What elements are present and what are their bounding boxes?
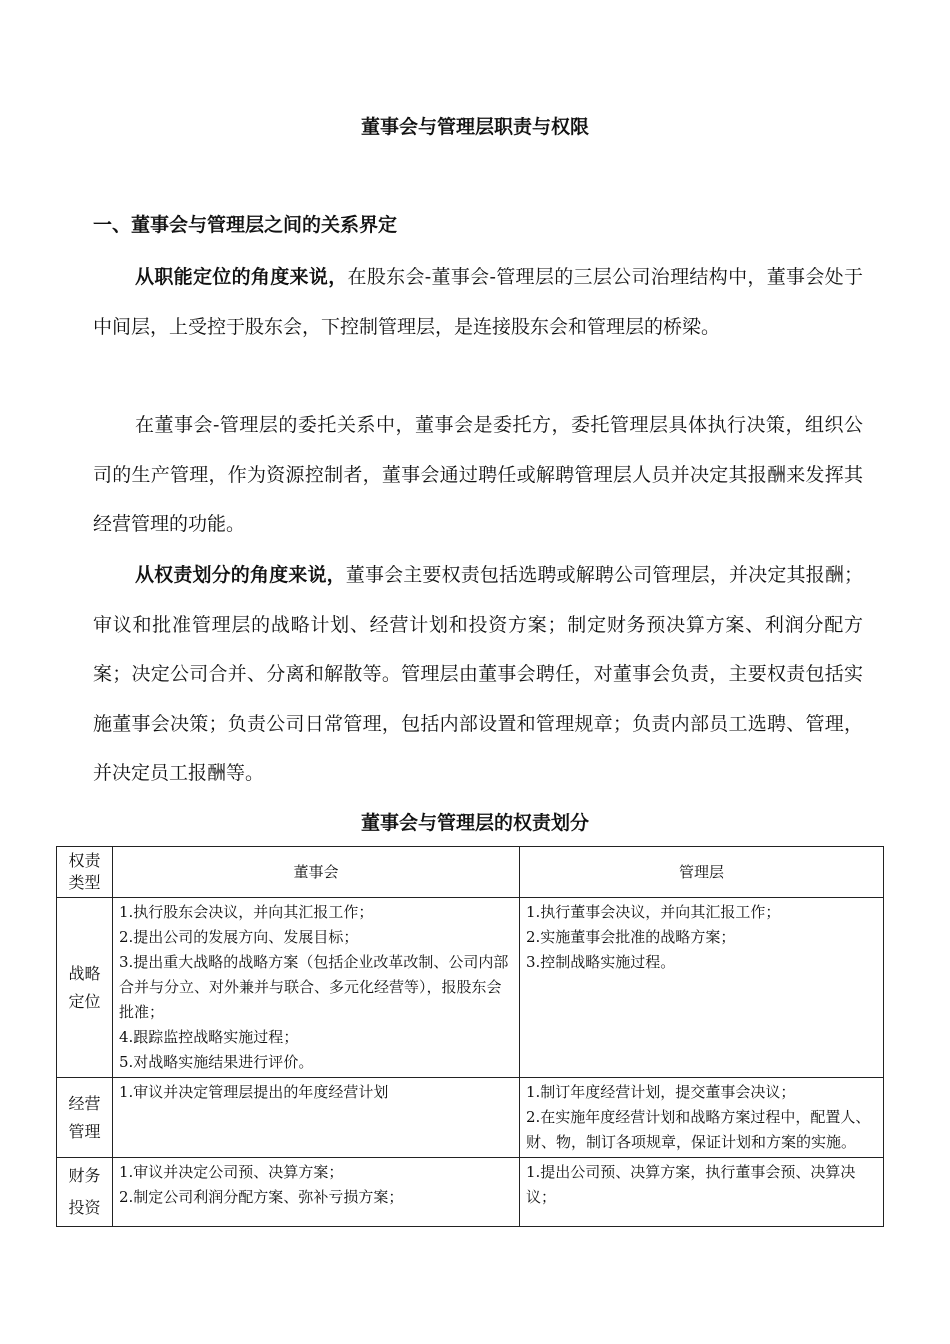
section-heading: 一、董事会与管理层之间的关系界定: [93, 214, 398, 236]
list-item: 4.跟踪监控战略实施过程；: [119, 1028, 299, 1046]
paragraph-functional-positioning: [93, 253, 863, 352]
row-type: 财务投资: [57, 1158, 113, 1227]
list-item: 1.执行股东会决议，并向其汇报工作；: [119, 903, 374, 921]
paragraph-text: 在股东会-董事会-管理层的三层公司治理结构中，董事会处于中间层，上受控于股东会，下控制管理层，是连接股东会和管理层的桥梁。: [93, 266, 863, 338]
table-row-operations: [57, 1078, 884, 1158]
paragraph-text: 董事会主要权责包括选聘或解聘公司管理层，并决定其报酬；审议和批准管理层的战略计划、经营计划和投资方案；制定财务预决算方案、利润分配方案；决定公司合并、分离和解散等。管理层由董事会聘任，对董事会负责，主要权责包括实施董事会决策；负责公司日常管理，包括内部设置和管理规章；负责内部员工选聘、管理，并决定员工报酬等。: [93, 564, 863, 784]
paragraph-lead: 从权责划分的角度来说，: [135, 564, 346, 586]
board-cell: [113, 1158, 520, 1227]
list-item: 3.提出重大战略的战略方案（包括企业改革改制、公司内部合并与分立、对外兼并与联合、多元化经营等），报股东会批准；: [119, 953, 509, 1021]
document-title: 董事会与管理层职责与权限: [360, 116, 589, 138]
paragraph-lead: 从职能定位的角度来说，: [135, 266, 348, 288]
table-header-row: [57, 847, 884, 898]
list-item: 3.控制战略实施过程。: [526, 953, 676, 971]
list-item: 1.审议并决定公司预、决算方案；: [119, 1163, 344, 1181]
list-item: 1.执行董事会决议，并向其汇报工作；: [526, 903, 781, 921]
header-management: 管理层: [520, 847, 884, 898]
table-row-strategy: [57, 898, 884, 1078]
list-item: 2.制定公司利润分配方案、弥补亏损方案；: [119, 1188, 404, 1206]
management-cell: [520, 898, 884, 1078]
board-cell: [113, 1078, 520, 1158]
list-item: 5.对战略实施结果进行评价。: [119, 1053, 314, 1071]
list-item: 2.提出公司的发展方向、发展目标；: [119, 928, 359, 946]
management-cell: [520, 1158, 884, 1227]
list-item: 2.实施董事会批准的战略方案；: [526, 928, 736, 946]
paragraph-text: 在董事会-管理层的委托关系中，董事会是委托方，委托管理层具体执行决策，组织公司的生产管理，作为资源控制者，董事会通过聘任或解聘管理层人员并决定其报酬来发挥其经营管理的功能。: [93, 414, 863, 535]
table-title: 董事会与管理层的权责划分: [360, 812, 589, 834]
header-type: 权责类型: [57, 847, 113, 898]
row-type: 经营管理: [57, 1078, 113, 1158]
paragraph-responsibility-division: [93, 551, 863, 799]
list-item: 1.审议并决定管理层提出的年度经营计划: [119, 1083, 389, 1101]
row-type: 战略定位: [57, 898, 113, 1078]
management-cell: [520, 1078, 884, 1158]
list-item: 1.提出公司预、决算方案，执行董事会预、决算决议；: [526, 1163, 856, 1206]
board-cell: [113, 898, 520, 1078]
header-board: 董事会: [113, 847, 520, 898]
responsibility-table: [56, 846, 884, 1227]
list-item: 2.在实施年度经营计划和战略方案过程中，配置人、财、物，制订各项规章，保证计划和方案的实施。: [526, 1108, 871, 1151]
paragraph-delegation: [93, 401, 863, 550]
list-item: 1.制订年度经营计划，提交董事会决议；: [526, 1083, 796, 1101]
table-row-finance: [57, 1158, 884, 1227]
